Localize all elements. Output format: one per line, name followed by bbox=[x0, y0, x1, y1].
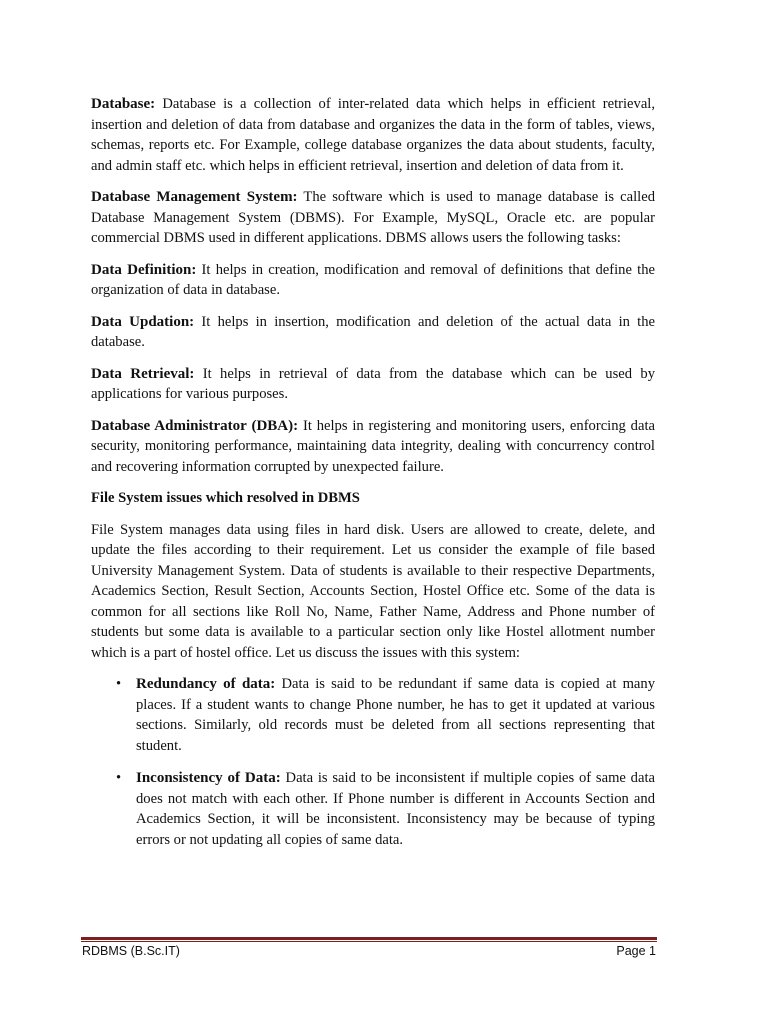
intro-paragraph: File System manages data using files in hard disk. Users are allowed to create, delete, and update the files according to their requirement. Let us consider the example of file based University Management System. Data of students is available to their respective Departments, Academics Section, Result Section, Accounts Section, Hostel Office etc. Some of the data is common for all sections like Roll No, Name, Father Name, Address and Phone number of students but some data is available to a particular section only like Hostel allotment number which is a part of hostel office. Let us discuss the issues with this system: bbox=[91, 521, 655, 661]
definition-text: It helps in insertion, modification and deletion of the actual data in the database. bbox=[91, 313, 655, 350]
issues-list bbox=[91, 674, 655, 850]
list-item-inconsistency bbox=[91, 768, 655, 850]
definition-text: It helps in creation, modification and removal of definitions that define the organization of data in database. bbox=[91, 261, 655, 298]
list-item-text bbox=[136, 674, 655, 756]
page-footer bbox=[82, 944, 656, 958]
term-data-definition: Data Definition: bbox=[91, 261, 197, 278]
definition-text: It helps in registering and monitoring users, enforcing data security, monitoring performance, maintaining data integrity, dealing with concurrency control and recovering information corrupted by unexpected failure. bbox=[91, 417, 655, 475]
term-database: Database: bbox=[91, 96, 156, 112]
term-redundancy: Redundancy of data: bbox=[136, 676, 276, 692]
footer-divider-thin bbox=[81, 941, 657, 942]
bullet-icon: • bbox=[116, 676, 122, 692]
definition-data-updation bbox=[91, 312, 655, 353]
footer-course-label: RDBMS (B.Sc.IT) bbox=[82, 944, 180, 958]
term-dbms: Database Management System: bbox=[91, 189, 298, 205]
term-dba: Database Administrator (DBA): bbox=[91, 417, 299, 434]
footer-page-number: Page 1 bbox=[616, 944, 656, 958]
section-heading: File System issues which resolved in DBMS bbox=[91, 490, 360, 506]
definition-text: Database is a collection of inter-related data which helps in efficient retrieval, insertion and deletion of data from database and organizes the data in the form of tables, views, schemas, reports etc. For Example, college database organizes the data about students, faculty, and admin staff etc. which helps in efficient retrieval, insertion and deletion of data from it. bbox=[91, 96, 655, 174]
definition-dba bbox=[91, 416, 655, 478]
definition-data-definition bbox=[91, 260, 655, 301]
list-item-redundancy bbox=[91, 674, 655, 756]
definition-database bbox=[91, 94, 655, 176]
definition-text: It helps in retrieval of data from the database which can be used by applications for various purposes. bbox=[91, 365, 655, 402]
list-item-description: Data is said to be inconsistent if multiple copies of same data does not match with each other. If Phone number is different in Accounts Section and Academics Section, it will be inconsistent. Inconsistency may be because of typing errors or not updating all copies of same data. bbox=[136, 770, 655, 848]
term-data-retrieval: Data Retrieval: bbox=[91, 365, 195, 382]
term-inconsistency: Inconsistency of Data: bbox=[136, 770, 281, 786]
footer-divider-thick bbox=[81, 937, 657, 940]
term-data-updation: Data Updation: bbox=[91, 313, 195, 330]
definition-data-retrieval bbox=[91, 364, 655, 405]
list-item-text bbox=[136, 768, 655, 850]
bullet-icon: • bbox=[116, 770, 122, 786]
definition-dbms bbox=[91, 187, 655, 249]
definition-text: The software which is used to manage database is called Database Management System (DBMS). For Example, MySQL, Oracle etc. are popular commercial DBMS used in different applications. DBMS allows users the following tasks: bbox=[91, 189, 656, 246]
page-content bbox=[91, 94, 655, 862]
list-item-description: Data is said to be redundant if same data is copied at many places. If a student wants to change Phone number, he has to get it updated at various sections. Similarly, old records must be deleted from all sections representing that student. bbox=[136, 676, 655, 754]
